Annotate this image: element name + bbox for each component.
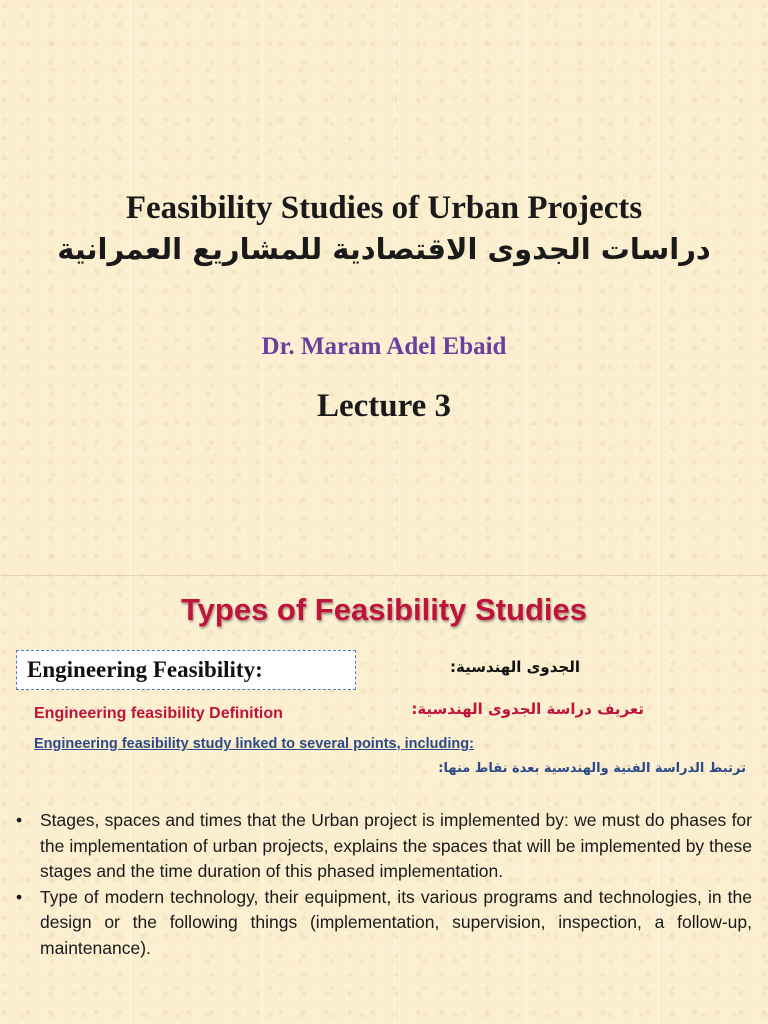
list-item xyxy=(14,808,752,885)
bullet-icon: • xyxy=(16,810,23,830)
course-title-arabic: دراسات الجدوى الاقتصادية للمشاريع العمرانية xyxy=(57,232,711,266)
bullet-text: Type of modern technology, their equipment, its various programs and technologies, in the design or the following things (implementation, supervision, inspection, a follow-up, maintenance). xyxy=(40,886,752,958)
list-item xyxy=(14,885,752,962)
linked-points-heading-arabic: ترتبط الدراسة الفنية والهندسية بعدة نقاط منها: xyxy=(438,761,746,776)
content-slide xyxy=(0,576,768,1024)
linked-points-heading: Engineering feasibility study linked to several points, including: xyxy=(34,736,474,752)
slide-title: Types of Feasibility Studies xyxy=(181,592,587,627)
bullet-icon: • xyxy=(16,886,23,907)
bullet-list xyxy=(14,808,752,961)
bullet-text: Stages, spaces and times that the Urban project is implemented by: we must do phases for the implementation of urban projects, explains the spaces that will be implemented by these stages and the time duration of this phased implementation. xyxy=(40,810,752,881)
engineering-feasibility-box: Engineering Feasibility: xyxy=(16,650,356,690)
author-name: Dr. Maram Adel Ebaid xyxy=(261,333,507,360)
definition-heading-arabic: تعريف دراسة الجدوى الهندسية: xyxy=(411,700,644,718)
engineering-feasibility-arabic: الجدوى الهندسية: xyxy=(450,658,580,676)
course-title-english: Feasibility Studies of Urban Projects xyxy=(125,190,643,226)
definition-heading: Engineering feasibility Definition xyxy=(34,705,283,722)
lecture-number: Lecture 3 xyxy=(316,388,452,424)
